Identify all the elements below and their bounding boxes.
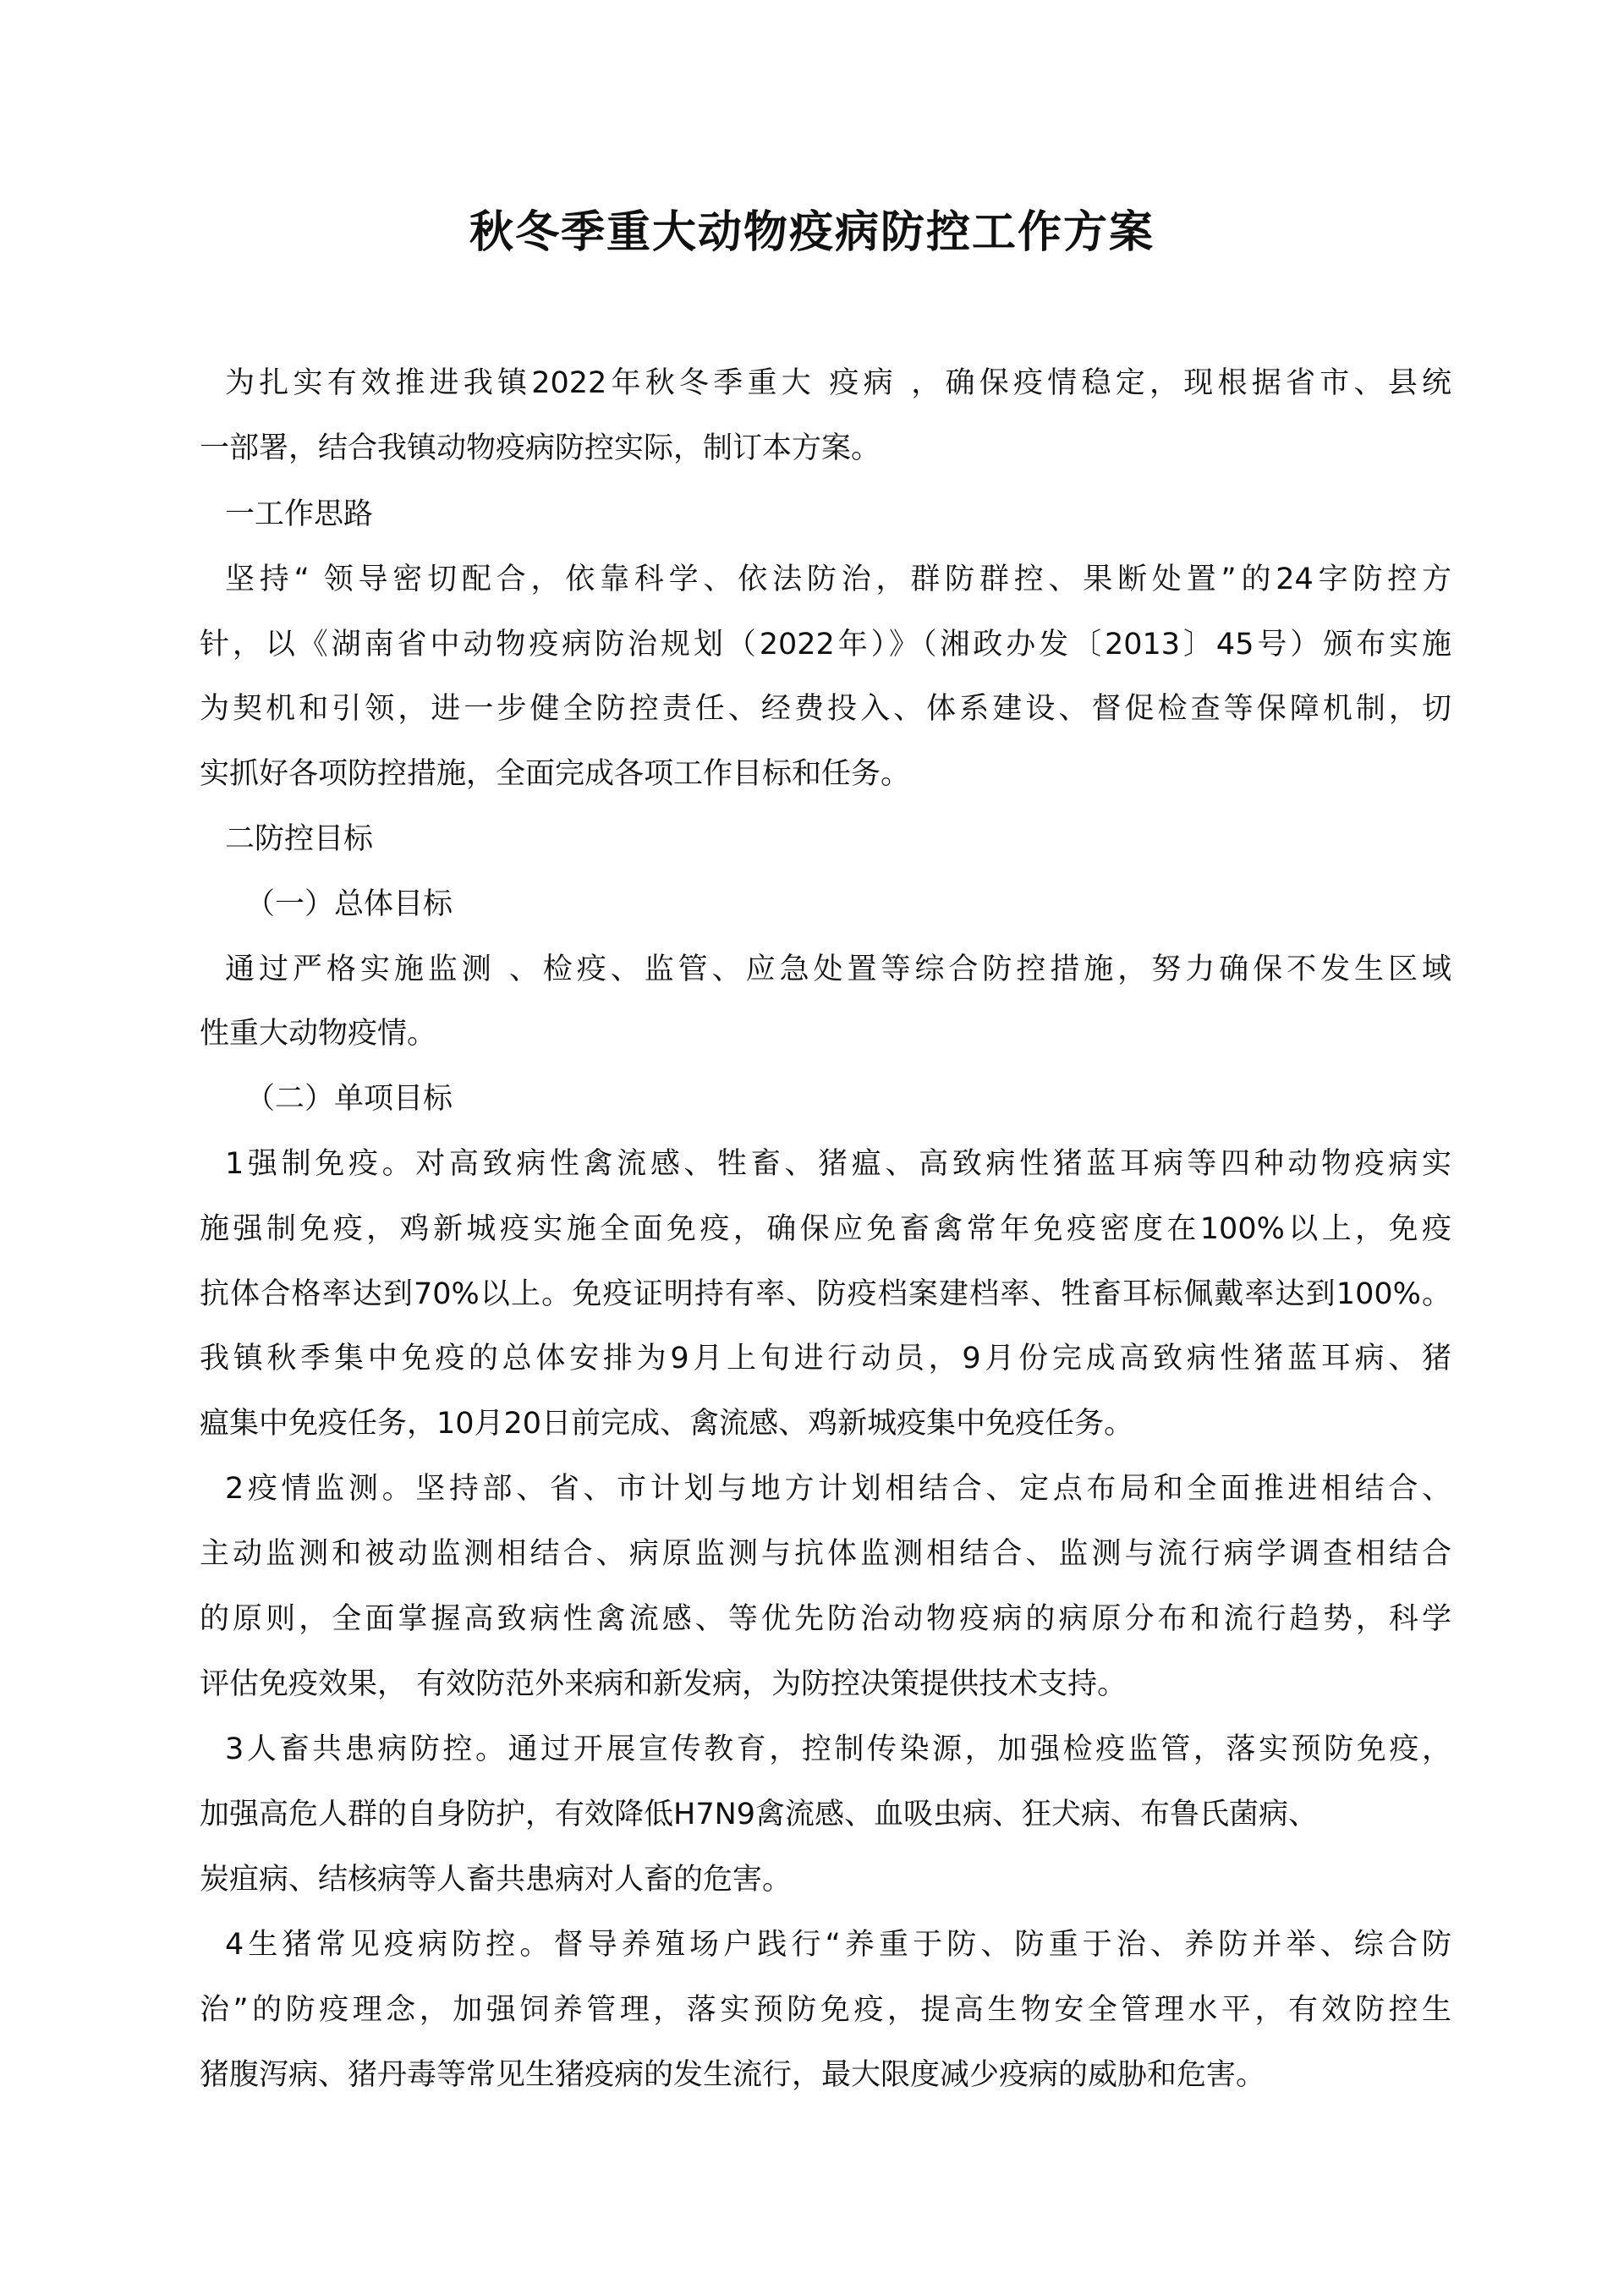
section-heading: 一工作思路 — [225, 497, 374, 531]
paragraph-line: 针，以《湖南省中动物疫病防治规划（2022年）》（湘政办发〔2013〕45号）颁布实施 — [200, 628, 1451, 662]
subsection-heading: （一）总体目标 — [245, 887, 453, 921]
paragraph-line: 2疫情监测。坚持部、省、市计划与地方计划相结合、定点布局和全面推进相结合、 — [225, 1472, 1451, 1506]
paragraph-line: 实抓好各项防控措施，全面完成各项工作目标和任务。 — [200, 757, 911, 791]
paragraph-line: 1强制免疫。对高致病性禽流感、牲畜、猪瘟、高致病性猪蓝耳病等四种动物疫病实 — [225, 1147, 1451, 1181]
paragraph-line: 炭疽病、结核病等人畜共患病对人畜的危害。 — [200, 1863, 793, 1897]
paragraph-line: 治”的防疫理念，加强饲养管理，落实预防免疫，提高生物安全管理水平，有效防控生 — [200, 1993, 1451, 2027]
paragraph-line: 坚持“ 领导密切配合，依靠科学、依法防治，群防群控、果断处置”的24字防控方 — [225, 563, 1451, 596]
paragraph-line: 抗体合格率达到70%以上。免疫证明持有率、防疫档案建档率、牲畜耳标佩戴率达到100%。 — [200, 1277, 1451, 1311]
paragraph-line: 的原则，全面掌握高致病性禽流感、等优先防治动物疫病的病原分布和流行趋势，科学 — [200, 1602, 1451, 1636]
paragraph-line: 我镇秋季集中免疫的总体安排为9月上旬进行动员，9月份完成高致病性猪蓝耳病、猪 — [200, 1342, 1451, 1375]
section-heading: 二防控目标 — [225, 822, 374, 856]
paragraph-line: 瘟集中免疫任务，10月20日前完成、禽流感、鸡新城疫集中免疫任务。 — [200, 1407, 1134, 1441]
paragraph-line: 施强制免疫，鸡新城疫实施全面免疫，确保应免畜禽常年免疫密度在100%以上，免疫 — [200, 1212, 1451, 1246]
paragraph-line: 主动监测和被动监测相结合、病原监测与抗体监测相结合、监测与流行病学调查相结合 — [200, 1537, 1451, 1571]
paragraph-line: 猪腹泻病、猪丹毒等常见生猪疫病的发生流行，最大限度减少疫病的威胁和危害。 — [200, 2058, 1266, 2092]
subsection-heading: （二）单项目标 — [245, 1082, 453, 1116]
paragraph-line: 一部署，结合我镇动物疫病防控实际，制订本方案。 — [200, 431, 881, 465]
paragraph-line: 性重大动物疫情。 — [200, 1017, 437, 1051]
paragraph-line: 为契机和引领，进一步健全防控责任、经费投入、体系建设、督促检查等保障机制，切 — [200, 692, 1451, 726]
paragraph-line: 加强高危人群的自身防护，有效降低H7N9禽流感、血吸虫病、狂犬病、布鲁氏菌病、 — [200, 1798, 1319, 1831]
paragraph-line: 4生猪常见疫病防控。督导养殖场户践行“养重于防、防重于治、养防并举、综合防 — [225, 1928, 1451, 1962]
paragraph-line: 评估免疫效果， 有效防范外来病和新发病，为防控决策提供技术支持。 — [200, 1667, 1127, 1701]
document-title: 秋冬季重大动物疫病防控工作方案 — [469, 207, 1155, 258]
paragraph-line: 3人畜共患病防控。通过开展宣传教育，控制传染源，加强检疫监管，落实预防免疫， — [225, 1732, 1451, 1766]
paragraph-line: 为扎实有效推进我镇2022年秋冬季重大 疫病 ，确保疫情稳定，现根据省市、县统 — [225, 366, 1451, 400]
paragraph-line: 通过严格实施监测 、检疫、监管、应急处置等综合防控措施，努力确保不发生区域 — [225, 953, 1451, 986]
